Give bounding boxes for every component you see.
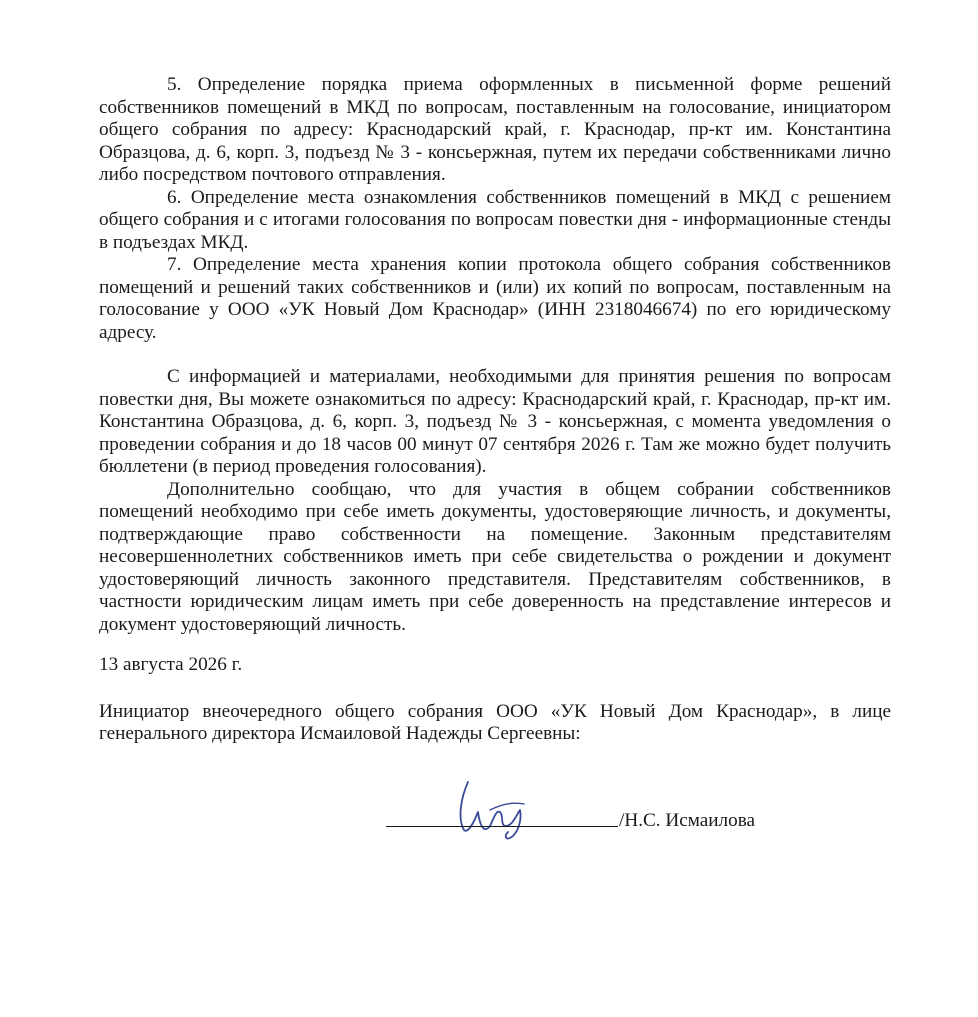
signature-line — [386, 826, 618, 827]
agenda-item-5: 5. Определение порядка приема оформленных в письменной форме решений собственников помещений в МКД по вопросам, поставленным на голосование, инициатором общего собрания по адресу: Краснодарский край, г. Краснодар, пр-кт им. Константина Образцова, д. 6, корп. 3, подъезд № 3 - консьержная, путем их передачи собственниками лично либо посредством почтового отправления. — [99, 74, 891, 185]
additional-info-paragraph: Дополнительно сообщаю, что для участия в общем собрании собственников помещений необходимо при себе иметь документы, удостоверяющие личность, и документы, подтверждающие право собственности на помещение. Законным представителям несовершеннолетних собственников иметь при себе свидетельства о рождении и документ удостоверяющий личность законного представителя. Представителям собственников, в частности юридическим лицам иметь при себе доверенность на представление интересов и документ удостоверяющий личность. — [99, 478, 891, 635]
document-body — [99, 74, 891, 746]
signature-block — [386, 806, 786, 836]
handwritten-signature — [450, 760, 540, 850]
agenda-item-7: 7. Определение места хранения копии протокола общего собрания собственников помещений и решений таких собственников и (или) их копий по вопросам, поставленным на голосование у ООО «УК Новый Дом Краснодар» (ИНН 2318046674) по его юридическому адресу. — [99, 254, 891, 343]
initiator-statement: Инициатор внеочередного общего собрания ООО «УК Новый Дом Краснодар», в лице генерального директора Исмаиловой Надежды Сергеевны: — [99, 700, 891, 744]
info-paragraph: С информацией и материалами, необходимыми для принятия решения по вопросам повестки дня, Вы можете ознакомиться по адресу: Краснодарский край, г. Краснодар, пр-кт им. Константина Образцова, д. 6, корп. 3, подъезд № 3 - консьержная, с момента уведомления о проведении собрания и до 18 часов 00 минут 07 сентября 2026 г. Там же можно будет получить бюллетени (в период проведения голосования). — [99, 366, 891, 477]
spacer — [99, 344, 891, 366]
signatory-name: /Н.С. Исмаилова — [619, 810, 756, 831]
document-date: 13 августа 2026 г. — [99, 654, 243, 675]
agenda-item-6: 6. Определение места ознакомления собственников помещений в МКД с решением общего собрания и с итогами голосования по вопросам повестки дня - информационные стенды в подъездах МКД. — [99, 186, 891, 253]
